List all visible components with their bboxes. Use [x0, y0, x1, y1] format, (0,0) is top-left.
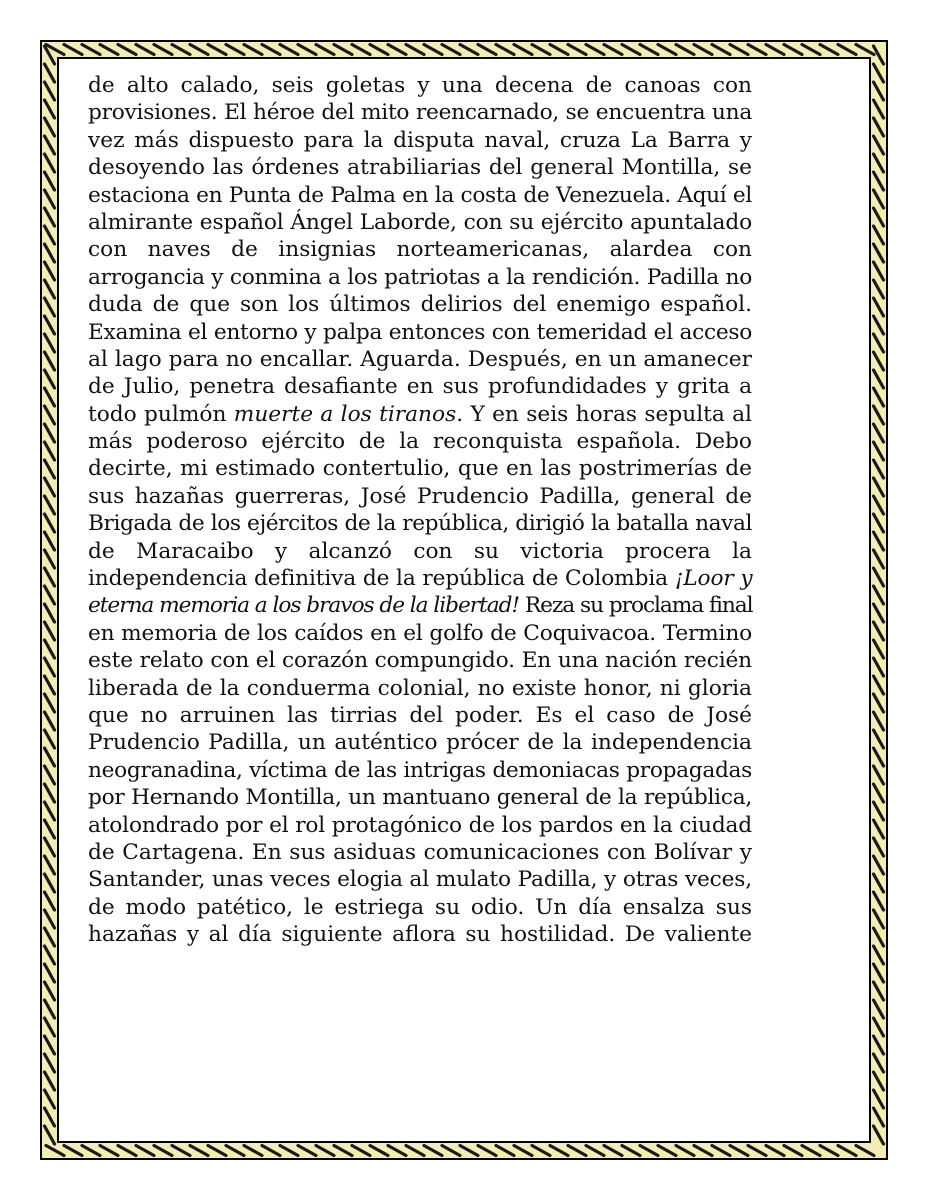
text-segment: atolondrado por el rol protagónico de los pardos en la ciudad	[88, 812, 752, 838]
text-line	[88, 236, 752, 263]
text-segment: de Cartagena. En sus asiduas comunicaciones con Bolívar y	[88, 839, 752, 865]
text-line	[88, 921, 752, 948]
text-segment: hazañas y al día siguiente aflora su hostilidad. De valiente	[88, 922, 752, 948]
text-line	[88, 483, 752, 510]
text-segment: liberada de la conduerma colonial, no existe honor, ni gloria	[88, 675, 752, 701]
text-line	[88, 209, 752, 236]
text-segment: arrogancia y conmina a los patriotas a la rendición. Padilla no	[88, 264, 752, 290]
text-line	[88, 675, 752, 702]
text-segment: más poderoso ejército de la reconquista española. Debo	[88, 429, 752, 455]
text-segment: Prudencio Padilla, un auténtico prócer de la independencia	[88, 730, 752, 756]
text-segment: Examina el entorno y palpa entonces con temeridad el acceso	[88, 319, 752, 345]
text-segment: por Hernando Montilla, un mantuano general de la república,	[88, 785, 752, 811]
text-line	[88, 127, 752, 154]
text-segment: con naves de insignias norteamericanas, alardea con	[88, 237, 752, 263]
text-line	[88, 154, 752, 181]
text-segment: de Maracaibo y alcanzó con su victoria procera la	[88, 538, 752, 564]
text-line	[88, 647, 752, 674]
text-line	[88, 182, 752, 209]
text-segment: de alto calado, seis goletas y una decena de canoas con	[88, 73, 752, 98]
text-line	[88, 373, 752, 400]
body-text	[88, 72, 752, 949]
text-line	[88, 538, 752, 565]
text-line	[88, 784, 752, 811]
text-segment: de modo patético, le estriega su odio. Un día ensalza sus	[88, 894, 752, 920]
italic-text: eterna memoria a los bravos de la libertad!	[88, 593, 520, 619]
text-segment: independencia definitiva de la república de Colombia	[88, 566, 675, 592]
text-line	[88, 264, 752, 291]
text-segment: este relato con el corazón compungido. En una nación recién	[88, 648, 752, 674]
text-line	[88, 702, 752, 729]
text-segment: Reza su proclama final	[519, 593, 753, 619]
text-segment: vez más dispuesto para la disputa naval, cruza La Barra y	[88, 127, 752, 153]
text-segment: decirte, mi estimado contertulio, que en las postrimerías de	[88, 456, 752, 482]
text-line	[88, 346, 752, 373]
text-segment: desoyendo las órdenes atrabiliarias del general Montilla, se	[88, 155, 752, 181]
text-segment: al lago para no encallar. Aguarda. Después, en un amanecer	[88, 346, 752, 372]
text-line	[88, 620, 752, 647]
text-line	[88, 812, 752, 839]
text-line	[88, 72, 752, 99]
text-line	[88, 729, 752, 756]
border-wave	[46, 45, 874, 55]
text-line	[88, 592, 752, 619]
text-segment: todo pulmón	[88, 401, 234, 427]
text-line	[88, 455, 752, 482]
text-line	[88, 99, 752, 126]
text-segment: almirante español Ángel Laborde, con su ejército apuntalado	[88, 209, 752, 235]
text-line	[88, 565, 752, 592]
text-segment: en memoria de los caídos en el golfo de Coquivacoa. Termino	[88, 620, 752, 646]
text-segment: neogranadina, víctima de las intrigas demoniacas propagadas	[88, 757, 752, 783]
text-segment: Santander, unas veces elogia al mulato Padilla, y otras veces,	[88, 867, 752, 893]
text-line	[88, 319, 752, 346]
text-segment: que no arruinen las tirrias del poder. Es el caso de José	[88, 702, 752, 728]
text-line	[88, 510, 752, 537]
text-segment: provisiones. El héroe del mito reencarnado, se encuentra una	[88, 100, 752, 126]
text-segment: estaciona en Punta de Palma en la costa de Venezuela. Aquí el	[88, 182, 752, 208]
text-segment: de Julio, penetra desafiante en sus profundidades y grita a	[88, 374, 752, 400]
text-line	[88, 401, 752, 428]
text-segment: Y en seis horas sepulta al	[463, 401, 752, 427]
text-segment: sus hazañas guerreras, José Prudencio Padilla, general de	[88, 483, 752, 509]
border-wave	[46, 1146, 874, 1156]
italic-text: ¡Loor y	[674, 566, 753, 592]
text-line	[88, 428, 752, 455]
border-wave	[45, 46, 55, 1144]
italic-text: muerte a los tiranos.	[233, 401, 464, 427]
text-segment: Brigada de los ejércitos de la república, dirigió la batalla naval	[88, 511, 752, 537]
border-wave	[874, 46, 884, 1144]
text-segment: duda de que son los últimos delirios del enemigo español.	[88, 292, 752, 318]
text-line	[88, 291, 752, 318]
text-line	[88, 839, 752, 866]
text-line	[88, 894, 752, 921]
text-line	[88, 866, 752, 893]
text-line	[88, 757, 752, 784]
